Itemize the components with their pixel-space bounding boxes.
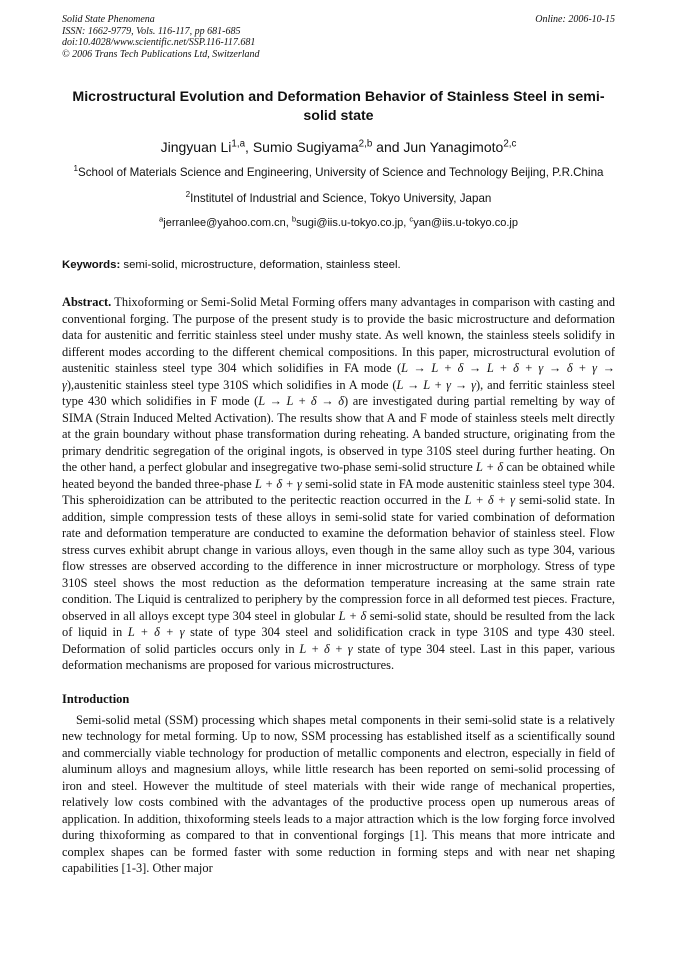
abstract-text-2: ),austenitic stainless steel type 310S which solidifies in A mode ( [66, 377, 397, 392]
affiliation-1-text: School of Materials Science and Engineering, University of Science and Technology Beijing, P.R.China [78, 166, 604, 179]
journal-issn: ISSN: 1662-9779, Vols. 116-117, pp 681-685 [62, 25, 241, 37]
paper-page [62, 14, 615, 877]
journal-name: Solid State Phenomena [62, 14, 155, 25]
introduction-paragraph: Semi-solid metal (SSM) processing which shapes metal components in their semi-solid state is a relatively new technology for metal forming. Up to now, SSM processing has established itself as a scientifically sound and commercially viable technology for production of metallic components and electron, especially in field of aluminum alloys and magnesium alloys, while little research has been reported on semi-solid processing of iron and steel. However the multitude of steel materials with their wide range of mechanical properties, relatively low costs combined with the advantages of the productive process open up numerous areas of application. In addition, thixoforming steels leads to a major attraction which is the low forging force involved during thixoforming as compared to that in conventional forgings [1]. This means that more intricate and complex shapes can be formed faster with some reduction in forming steps and with near net shaping capabilities [1-3]. Other major [62, 712, 615, 875]
journal-copyright: © 2006 Trans Tech Publications Ltd, Switzerland [62, 48, 260, 60]
abstract-label: Abstract. [62, 295, 112, 309]
affiliation-1-number: 1 [73, 164, 79, 174]
keywords [62, 258, 615, 273]
affiliation-2-number: 2 [185, 190, 191, 200]
abstract-text-9: state of type 304 steel and solidification crack in type 310S and type 430 steel. Deformation of solid particles occurs only in [62, 625, 615, 656]
abstract-text-5: can be obtained while heated beyond the banded three-phase [62, 460, 616, 491]
author-1-affil: 1,a [231, 138, 246, 150]
formula-two-phase: L + δ [338, 608, 367, 623]
formula-three-phase: L + δ + γ [127, 625, 185, 639]
author-2: , Sumio Sugiyama [245, 139, 359, 155]
author-2-affil: 2,b [358, 138, 373, 150]
email-a[interactable]: jerranlee@yahoo.com.cn, [163, 217, 292, 229]
keywords-text: semi-solid, microstructure, deformation, stainless steel. [120, 259, 401, 271]
author-3-affil: 2,c [503, 138, 517, 150]
formula-fa-mode: L → L + δ → L + δ + γ → δ + γ → γ [62, 361, 615, 392]
paper-title: Microstructural Evolution and Deformation Behavior of Stainless Steel in semi-solid state [72, 89, 605, 124]
formula-f-mode: L → L + δ → δ [258, 394, 344, 408]
formula-three-phase: L + δ + γ [299, 641, 353, 656]
formula-three-phase: L + δ + γ [254, 476, 302, 491]
abstract-text-1: Thixoforming or Semi-Solid Metal Forming offers many advantages in comparison with casting and conventional forging. The purpose of the present study is to provide the basic microstructure and deformation data for austenitic and ferritic stainless steel under mushy state. As well known, the stainless steels solidify in different modes according to the different chemical compositions. In this paper, microstructural evolution of austenitic stainless steel type 304 which solidifies in FA mode ( [62, 295, 615, 375]
email-c[interactable]: yan@iis.u-tokyo.co.jp [413, 217, 518, 229]
email-b[interactable]: sugi@iis.u-tokyo.co.jp, [296, 217, 410, 229]
email-a-label: a [159, 214, 164, 224]
formula-two-phase: L + δ [475, 460, 504, 474]
author-3: and Jun Yanagimoto [372, 139, 504, 155]
abstract [62, 294, 615, 674]
affiliation-2 [62, 191, 615, 207]
journal-info [62, 14, 260, 60]
abstract-text-4: ) are investigated during partial remelting by way of SIMA (Strain Induced Melted Activation). The results show that A and F mode of stainless steels melt directly at the grain boundary without phase transformation during reheating. A banded structure, originating from the primary dendritic segregation of the original ingots, is observed in type 310S steel during further heating. On the other hand, a perfect globular and insegregative two-phase semi-solid structure [62, 394, 615, 474]
formula-three-phase: L + δ + γ [464, 493, 515, 507]
journal-doi[interactable]: doi:10.4028/www.scientific.net/SSP.116-117.681 [62, 37, 256, 48]
author-emails [62, 215, 615, 231]
abstract-text-8: semi-solid state, should be resulted from the lack of liquid in [62, 608, 615, 639]
author-list [62, 138, 615, 156]
author-1: Jingyuan Li [160, 139, 232, 155]
online-date: Online: 2006-10-15 [535, 14, 615, 25]
affiliation-1 [62, 165, 615, 181]
abstract-text-7: semi-solid state. In addition, simple compression tests of these alloys in semi-solid state for varied combination of deformation rate and deformation temperature are conducted to examine the deformation behavior of stainless steel. Flow stress curves exhibit abrupt change in various alloys, even though in the same alloy such as type 304, various flow stresses are observed according to the difference in inner microstructure or morphology. Stress of type 310S steel shows the most reduction as the deformation temperature increasing at the same strain rate condition. The Liquid is centralized to periphery by the compression force in all deformed test pieces. Fracture, observed in all alloys except type 304 steel in globular [62, 493, 615, 623]
journal-header [62, 14, 615, 60]
email-b-label: b [291, 214, 297, 224]
section-heading-introduction: Introduction [62, 691, 130, 706]
abstract-text-3: ), and ferritic stainless steel type 430 which solidifies in F mode ( [62, 377, 616, 408]
keywords-label: Keywords: [62, 259, 121, 271]
abstract-text-6: semi-solid state in FA mode austenitic stainless steel type 304. This spheroidization can be attributed to the peritectic reaction occurred in the [62, 476, 615, 507]
affiliation-2-text: Institutel of Industrial and Science, Tokyo University, Japan [190, 192, 492, 205]
abstract-text-10: state of type 304 steel. Last in this paper, various deformation mechanisms are proposed for various microstructures. [62, 641, 615, 672]
email-c-label: c [409, 214, 414, 224]
formula-a-mode: L → L + γ → γ [396, 377, 476, 392]
